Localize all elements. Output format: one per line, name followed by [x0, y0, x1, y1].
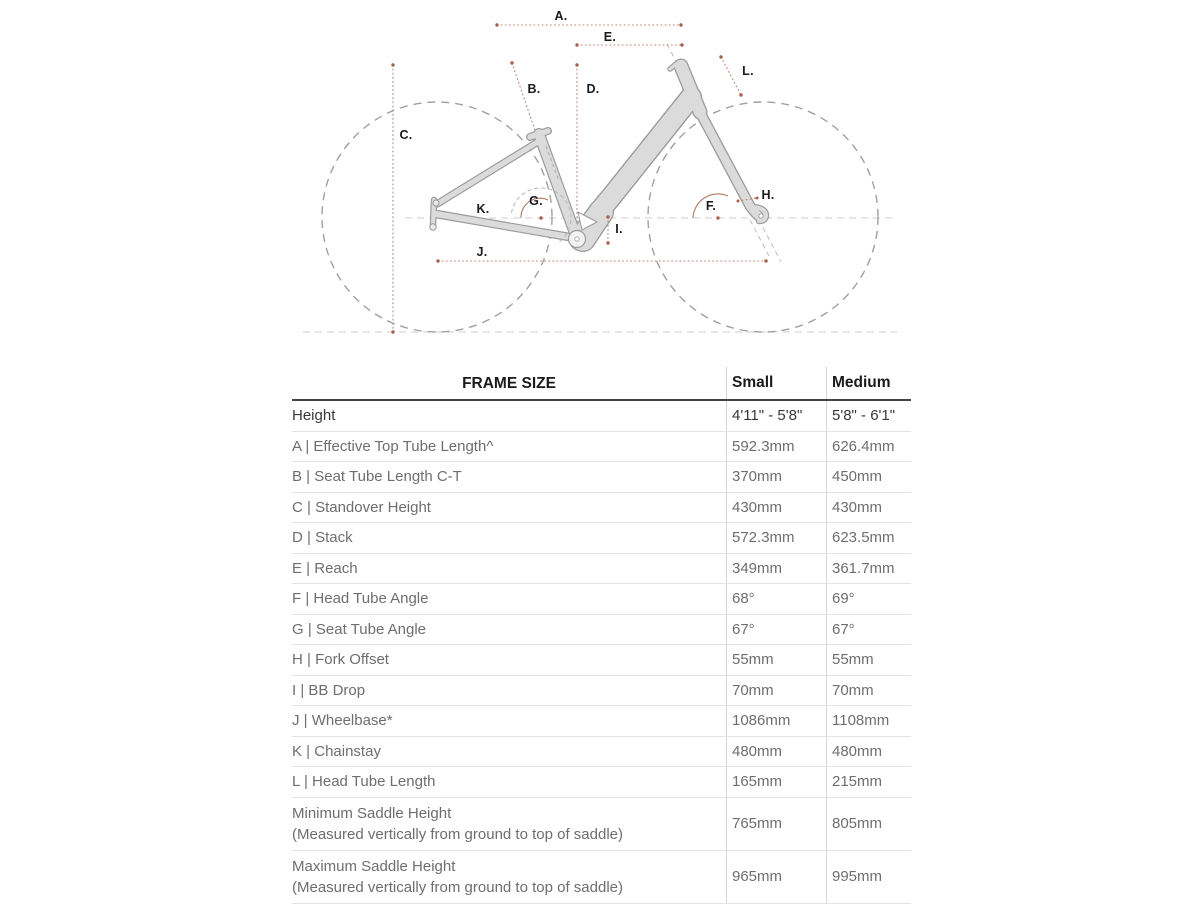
row-label: L | Head Tube Length	[292, 773, 436, 791]
row-value-small: 70mm	[726, 676, 826, 706]
table-row	[292, 615, 911, 646]
row-value-small: 430mm	[726, 493, 826, 523]
row-label: E | Reach	[292, 559, 358, 577]
dim-label-E: E.	[603, 30, 617, 44]
dim-label-C: C.	[399, 128, 413, 142]
row-label-cell	[292, 523, 726, 553]
table-row	[292, 798, 911, 851]
dim-label-A: A.	[554, 9, 568, 23]
table-row	[292, 767, 911, 798]
header-medium: Medium	[826, 367, 911, 399]
row-label-cell	[292, 645, 726, 675]
row-value-medium: 5'8" - 6'1"	[826, 401, 911, 431]
row-value-small: 1086mm	[726, 706, 826, 736]
table-row	[292, 851, 911, 904]
dim-label-K: K.	[476, 202, 490, 216]
geometry-diagram	[0, 0, 1200, 362]
row-value-medium: 70mm	[826, 676, 911, 706]
row-label: I | BB Drop	[292, 681, 366, 699]
table-row	[292, 523, 911, 554]
table-row	[292, 493, 911, 524]
row-label: J | Wheelbase*	[292, 712, 393, 730]
table-row	[292, 432, 911, 463]
row-value-small: 480mm	[726, 737, 826, 767]
row-value-medium: 995mm	[826, 851, 911, 903]
rear-dropout-hole	[433, 200, 439, 206]
steering-axis-line-2	[750, 220, 769, 256]
row-value-medium: 430mm	[826, 493, 911, 523]
bottom-bracket-center	[575, 237, 579, 241]
table-row	[292, 737, 911, 768]
spec-table	[292, 367, 911, 904]
measure-line-L	[721, 57, 741, 95]
dim-label-I: I.	[615, 222, 623, 236]
table-row	[292, 584, 911, 615]
row-sublabel: (Measured vertically from ground to top of saddle)	[292, 878, 623, 896]
row-label-cell	[292, 432, 726, 462]
row-label: Height	[292, 407, 336, 425]
header-small: Small	[726, 367, 826, 399]
row-value-medium: 805mm	[826, 798, 911, 850]
row-value-small: 67°	[726, 615, 826, 645]
header-frame-size: FRAME SIZE	[462, 374, 556, 392]
table-row	[292, 645, 911, 676]
row-value-medium: 361.7mm	[826, 554, 911, 584]
row-value-small: 572.3mm	[726, 523, 826, 553]
row-value-small: 765mm	[726, 798, 826, 850]
dim-label-D: D.	[586, 82, 600, 96]
row-value-medium: 623.5mm	[826, 523, 911, 553]
row-label-cell	[292, 767, 726, 797]
row-label: A | Effective Top Tube Length^	[292, 437, 494, 455]
row-label-cell	[292, 851, 726, 903]
dim-label-F: F.	[705, 199, 717, 213]
row-label: K | Chainstay	[292, 742, 381, 760]
row-label-cell	[292, 798, 726, 850]
spec-table-header	[292, 367, 911, 401]
row-value-small: 965mm	[726, 851, 826, 903]
row-value-small: 55mm	[726, 645, 826, 675]
dim-label-J: J.	[476, 245, 488, 259]
table-row	[292, 706, 911, 737]
row-value-medium: 1108mm	[826, 706, 911, 736]
dim-label-L: L.	[742, 64, 754, 78]
row-label-cell	[292, 706, 726, 736]
dim-label-G: G.	[529, 194, 543, 208]
row-value-medium: 67°	[826, 615, 911, 645]
row-label-cell	[292, 584, 726, 614]
row-value-medium: 55mm	[826, 645, 911, 675]
row-label: B | Seat Tube Length C-T	[292, 468, 462, 486]
row-value-small: 4'11" - 5'8"	[726, 401, 826, 431]
table-row	[292, 462, 911, 493]
row-label-cell	[292, 615, 726, 645]
row-label-cell	[292, 676, 726, 706]
table-row	[292, 676, 911, 707]
row-value-medium: 480mm	[826, 737, 911, 767]
row-value-small: 165mm	[726, 767, 826, 797]
row-sublabel: (Measured vertically from ground to top of saddle)	[292, 825, 623, 843]
row-label-cell	[292, 462, 726, 492]
row-value-medium: 215mm	[826, 767, 911, 797]
geometry-diagram-wrap	[0, 0, 1200, 362]
row-label: Maximum Saddle Height	[292, 857, 456, 875]
row-label: D | Stack	[292, 529, 353, 547]
row-label: G | Seat Tube Angle	[292, 620, 426, 638]
row-label: F | Head Tube Angle	[292, 590, 429, 608]
row-label-cell	[292, 554, 726, 584]
row-label-cell	[292, 737, 726, 767]
row-value-medium: 626.4mm	[826, 432, 911, 462]
dim-label-H: H.	[761, 188, 775, 202]
spec-table-body	[292, 401, 911, 904]
row-value-small: 592.3mm	[726, 432, 826, 462]
row-value-medium: 450mm	[826, 462, 911, 492]
row-value-small: 370mm	[726, 462, 826, 492]
row-label: C | Standover Height	[292, 498, 431, 516]
derailleur-hanger-hole	[430, 224, 436, 230]
row-label-cell	[292, 493, 726, 523]
row-label: H | Fork Offset	[292, 651, 389, 669]
row-value-medium: 69°	[826, 584, 911, 614]
row-label: Minimum Saddle Height	[292, 804, 452, 822]
row-value-small: 68°	[726, 584, 826, 614]
row-value-small: 349mm	[726, 554, 826, 584]
fork-dropout-slot	[759, 214, 763, 218]
dim-label-B: B.	[527, 82, 541, 96]
table-row	[292, 554, 911, 585]
table-row	[292, 401, 911, 432]
row-label-cell	[292, 401, 726, 431]
